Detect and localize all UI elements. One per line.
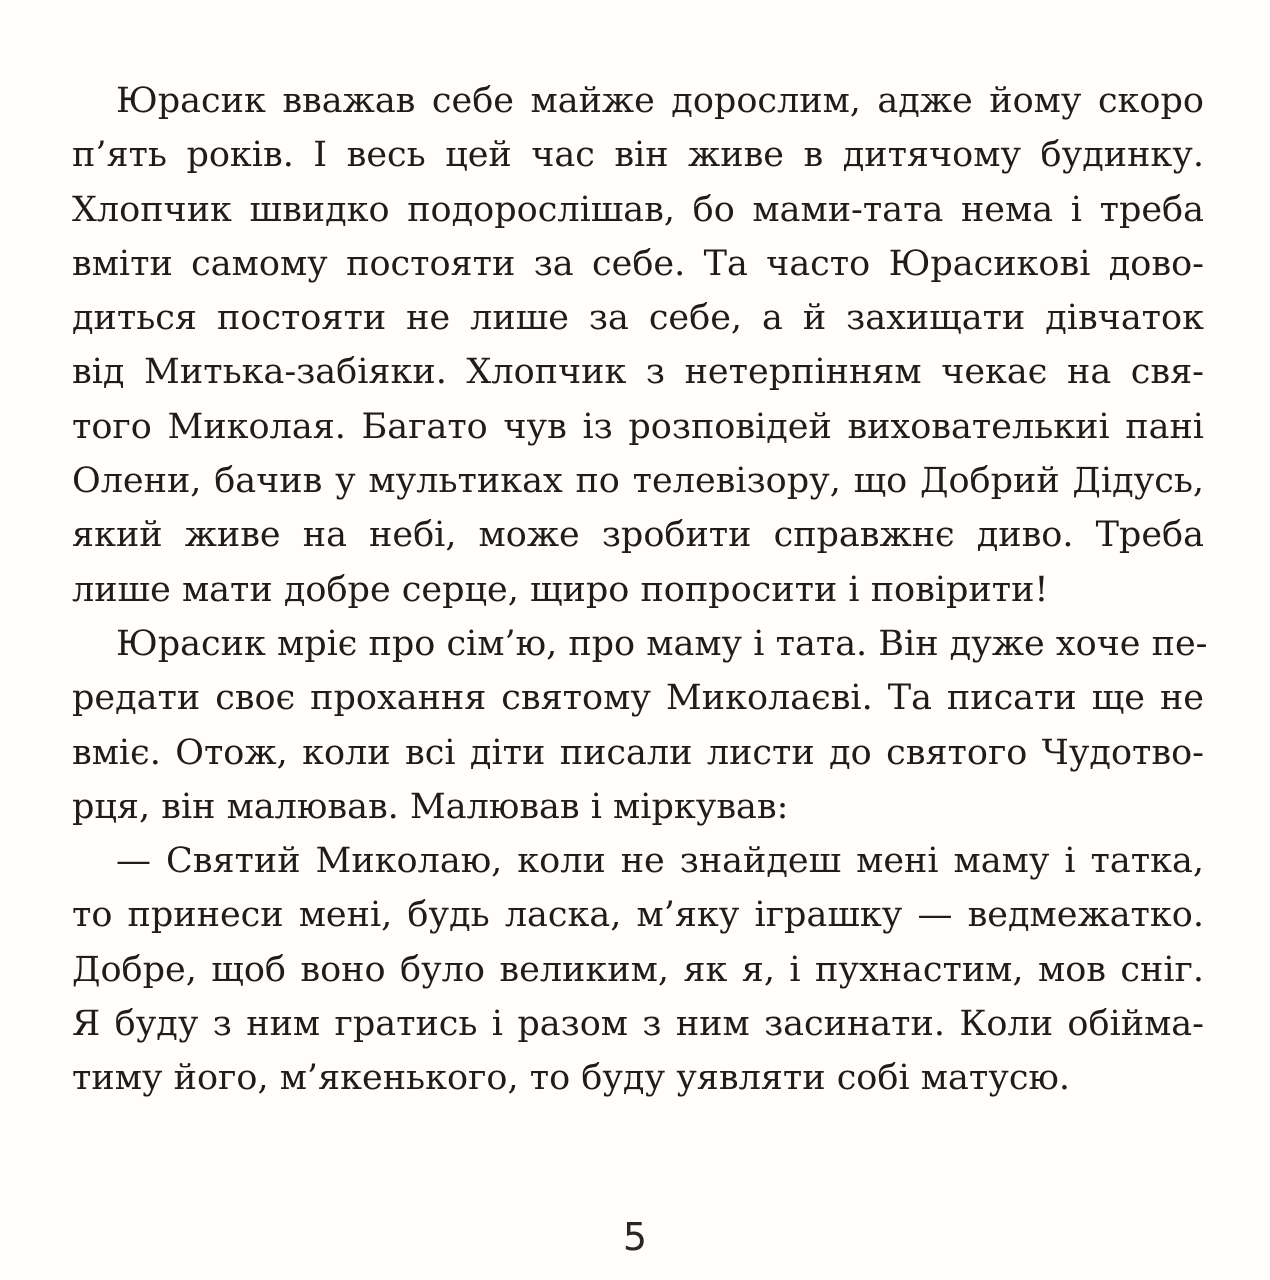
text-line: п’ять років. І весь цей час він живе в дитячому будинку. [72, 135, 1204, 176]
text-line: рця, він малював. Малював і міркував: [72, 786, 789, 827]
page-number: 5 [622, 1215, 648, 1259]
text-line: того Миколая. Багато чув із розповідей вихователькиi пані [72, 406, 1204, 447]
text-line: лише мати добре серце, щиро попросити і повірити! [72, 569, 1049, 610]
text-line: від Митька-забіяки. Хлопчик з нетерпінням чекає на свя- [72, 352, 1204, 393]
text-line: редати своє прохання святому Миколаєві. Та писати ще не [72, 678, 1204, 719]
text-line: який живе на небі, може зробити справжнє диво. Треба [72, 515, 1204, 556]
text-line: то принеси мені, будь ласка, м’яку іграшку — ведмежатко. [72, 895, 1204, 936]
text-line: — Святий Миколаю, коли не знайдеш мені маму і татка, [116, 841, 1204, 882]
text-line: диться постояти не лише за себе, а й захищати дівчаток [72, 298, 1204, 339]
text-line: тиму його, м’якенького, то буду уявляти собі матусю. [72, 1058, 1071, 1099]
text-line: Добре, щоб воно було великим, як я, і пухнастим, мов сніг. [72, 949, 1204, 990]
text-line: Юрасик вважав себе майже дорослим, адже йому скоро [116, 81, 1204, 121]
text-line: Юрасик мріє про сім’ю, про маму і тата. Він дуже хоче пе- [116, 623, 1208, 664]
text-line: Я буду з ним гратись і разом з ним засинати. Коли обійма- [72, 1004, 1204, 1045]
story-text [72, 74, 1208, 1106]
text-line: вміти самому постояти за себе. Та часто Юрасикові дово- [72, 243, 1204, 284]
text-line: вміє. Отож, коли всі діти писали листи до святого Чудотво- [72, 732, 1204, 773]
text-line: Хлопчик швидко подорослішав, бо мами-тата нема і треба [72, 189, 1204, 230]
text-line: Олени, бачив у мультиках по телевізору, що Добрий Дідусь, [72, 461, 1204, 502]
